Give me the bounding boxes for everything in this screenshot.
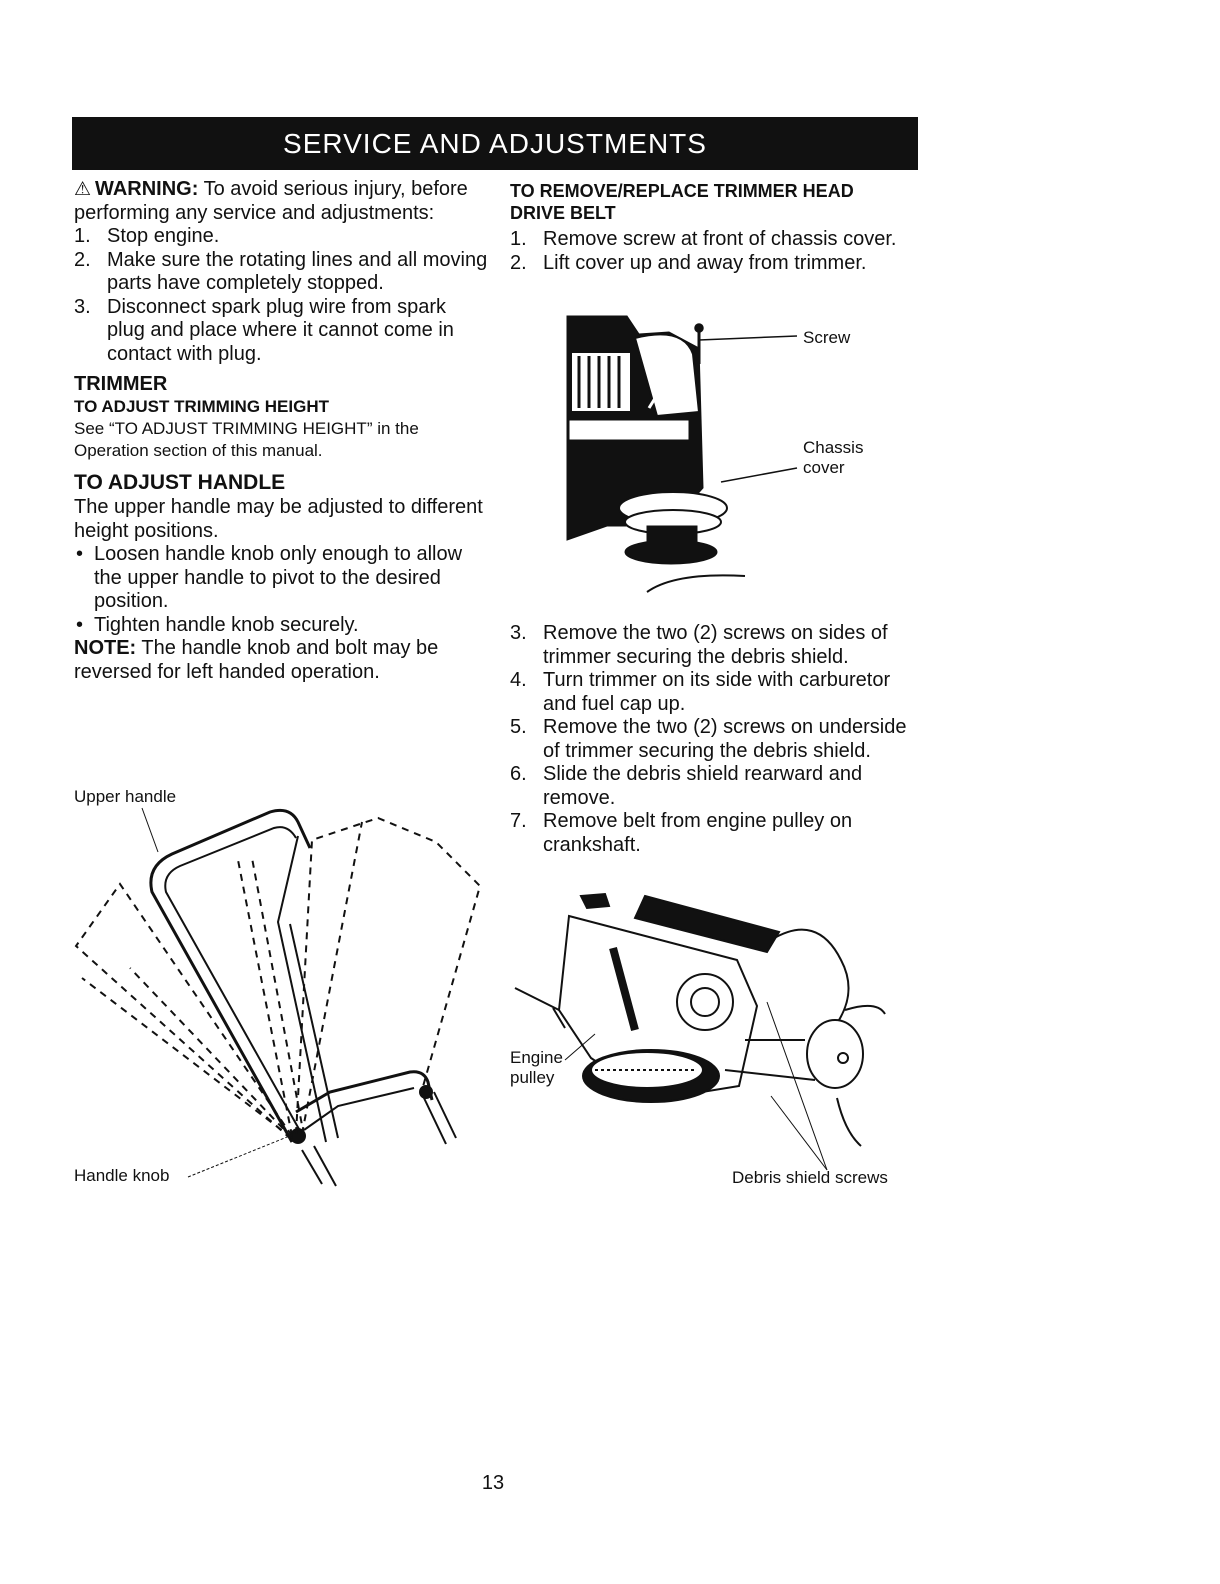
list-item: 2. Lift cover up and away from trimmer. <box>510 251 867 274</box>
chassis-cover-label: Chassis cover <box>803 438 864 477</box>
warning-triangle-icon: ⚠ <box>74 179 92 200</box>
drive-belt-heading: TO REMOVE/REPLACE TRIMMER HEAD DRIVE BELT <box>510 181 854 223</box>
list-item: 7. Remove belt from engine pulley on crankshaft. <box>510 810 853 856</box>
handle-knob-label: Handle knob <box>74 1166 170 1185</box>
belt-steps-a <box>510 228 910 275</box>
list-item: 1. Remove screw at front of chassis cover. <box>510 228 897 250</box>
trimming-height-subheading: TO ADJUST TRIMMING HEIGHT <box>74 397 329 416</box>
list-item: • Loosen handle knob only enough to allow the upper handle to pivot to the desired position. <box>74 543 489 614</box>
note-label: NOTE: <box>74 637 137 659</box>
page-number: 13 <box>481 1472 505 1494</box>
list-item: 3. Remove the two (2) screws on sides of trimmer securing the debris shield. <box>510 622 888 668</box>
warning-label: WARNING: <box>95 178 199 200</box>
note-text: The handle knob and bolt may be reversed for left handed operation. <box>74 637 439 683</box>
handle-intro: The upper handle may be adjusted to different height positions. <box>74 496 483 542</box>
left-column <box>74 178 489 684</box>
list-item: 3. Disconnect spark plug wire from spark plug and place where it cannot come in contact with plug. <box>74 295 454 365</box>
trimmer-side-illustration <box>505 890 905 1166</box>
right-column-top <box>510 180 910 275</box>
list-item: 4. Turn trimmer on its side with carburetor and fuel cap up. <box>510 669 891 715</box>
list-item: • Tighten handle knob securely. <box>74 614 489 638</box>
list-item: 5. Remove the two (2) screws on underside of trimmer securing the debris shield. <box>510 716 907 762</box>
warning-text: To avoid serious injury, before performing any service and adjustments: <box>74 178 468 224</box>
handle-adjustment-illustration <box>60 800 500 1200</box>
section-title-banner: SERVICE AND ADJUSTMENTS <box>72 117 918 170</box>
screw-label: Screw <box>803 328 851 347</box>
list-item: 1. Stop engine. <box>74 225 220 247</box>
list-item: 2. Make sure the rotating lines and all moving parts have completely stopped. <box>74 248 488 294</box>
warning-paragraph <box>74 178 489 225</box>
trimmer-heading: TRIMMER <box>74 373 168 395</box>
upper-handle-label: Upper handle <box>74 787 177 806</box>
engine-pulley-label: Engine pulley <box>510 1048 563 1087</box>
list-item: 6. Slide the debris shield rearward and remove. <box>510 763 863 809</box>
trimming-height-text: See “TO ADJUST TRIMMING HEIGHT” in the Operation section of this manual. <box>74 419 419 460</box>
handle-bullets <box>74 543 489 637</box>
right-column-bottom <box>510 622 910 857</box>
adjust-handle-heading: TO ADJUST HANDLE <box>74 471 286 494</box>
warning-steps <box>74 225 489 366</box>
belt-steps-b <box>510 622 910 857</box>
handle-note <box>74 637 489 684</box>
debris-shield-screws-label: Debris shield screws <box>732 1168 888 1187</box>
